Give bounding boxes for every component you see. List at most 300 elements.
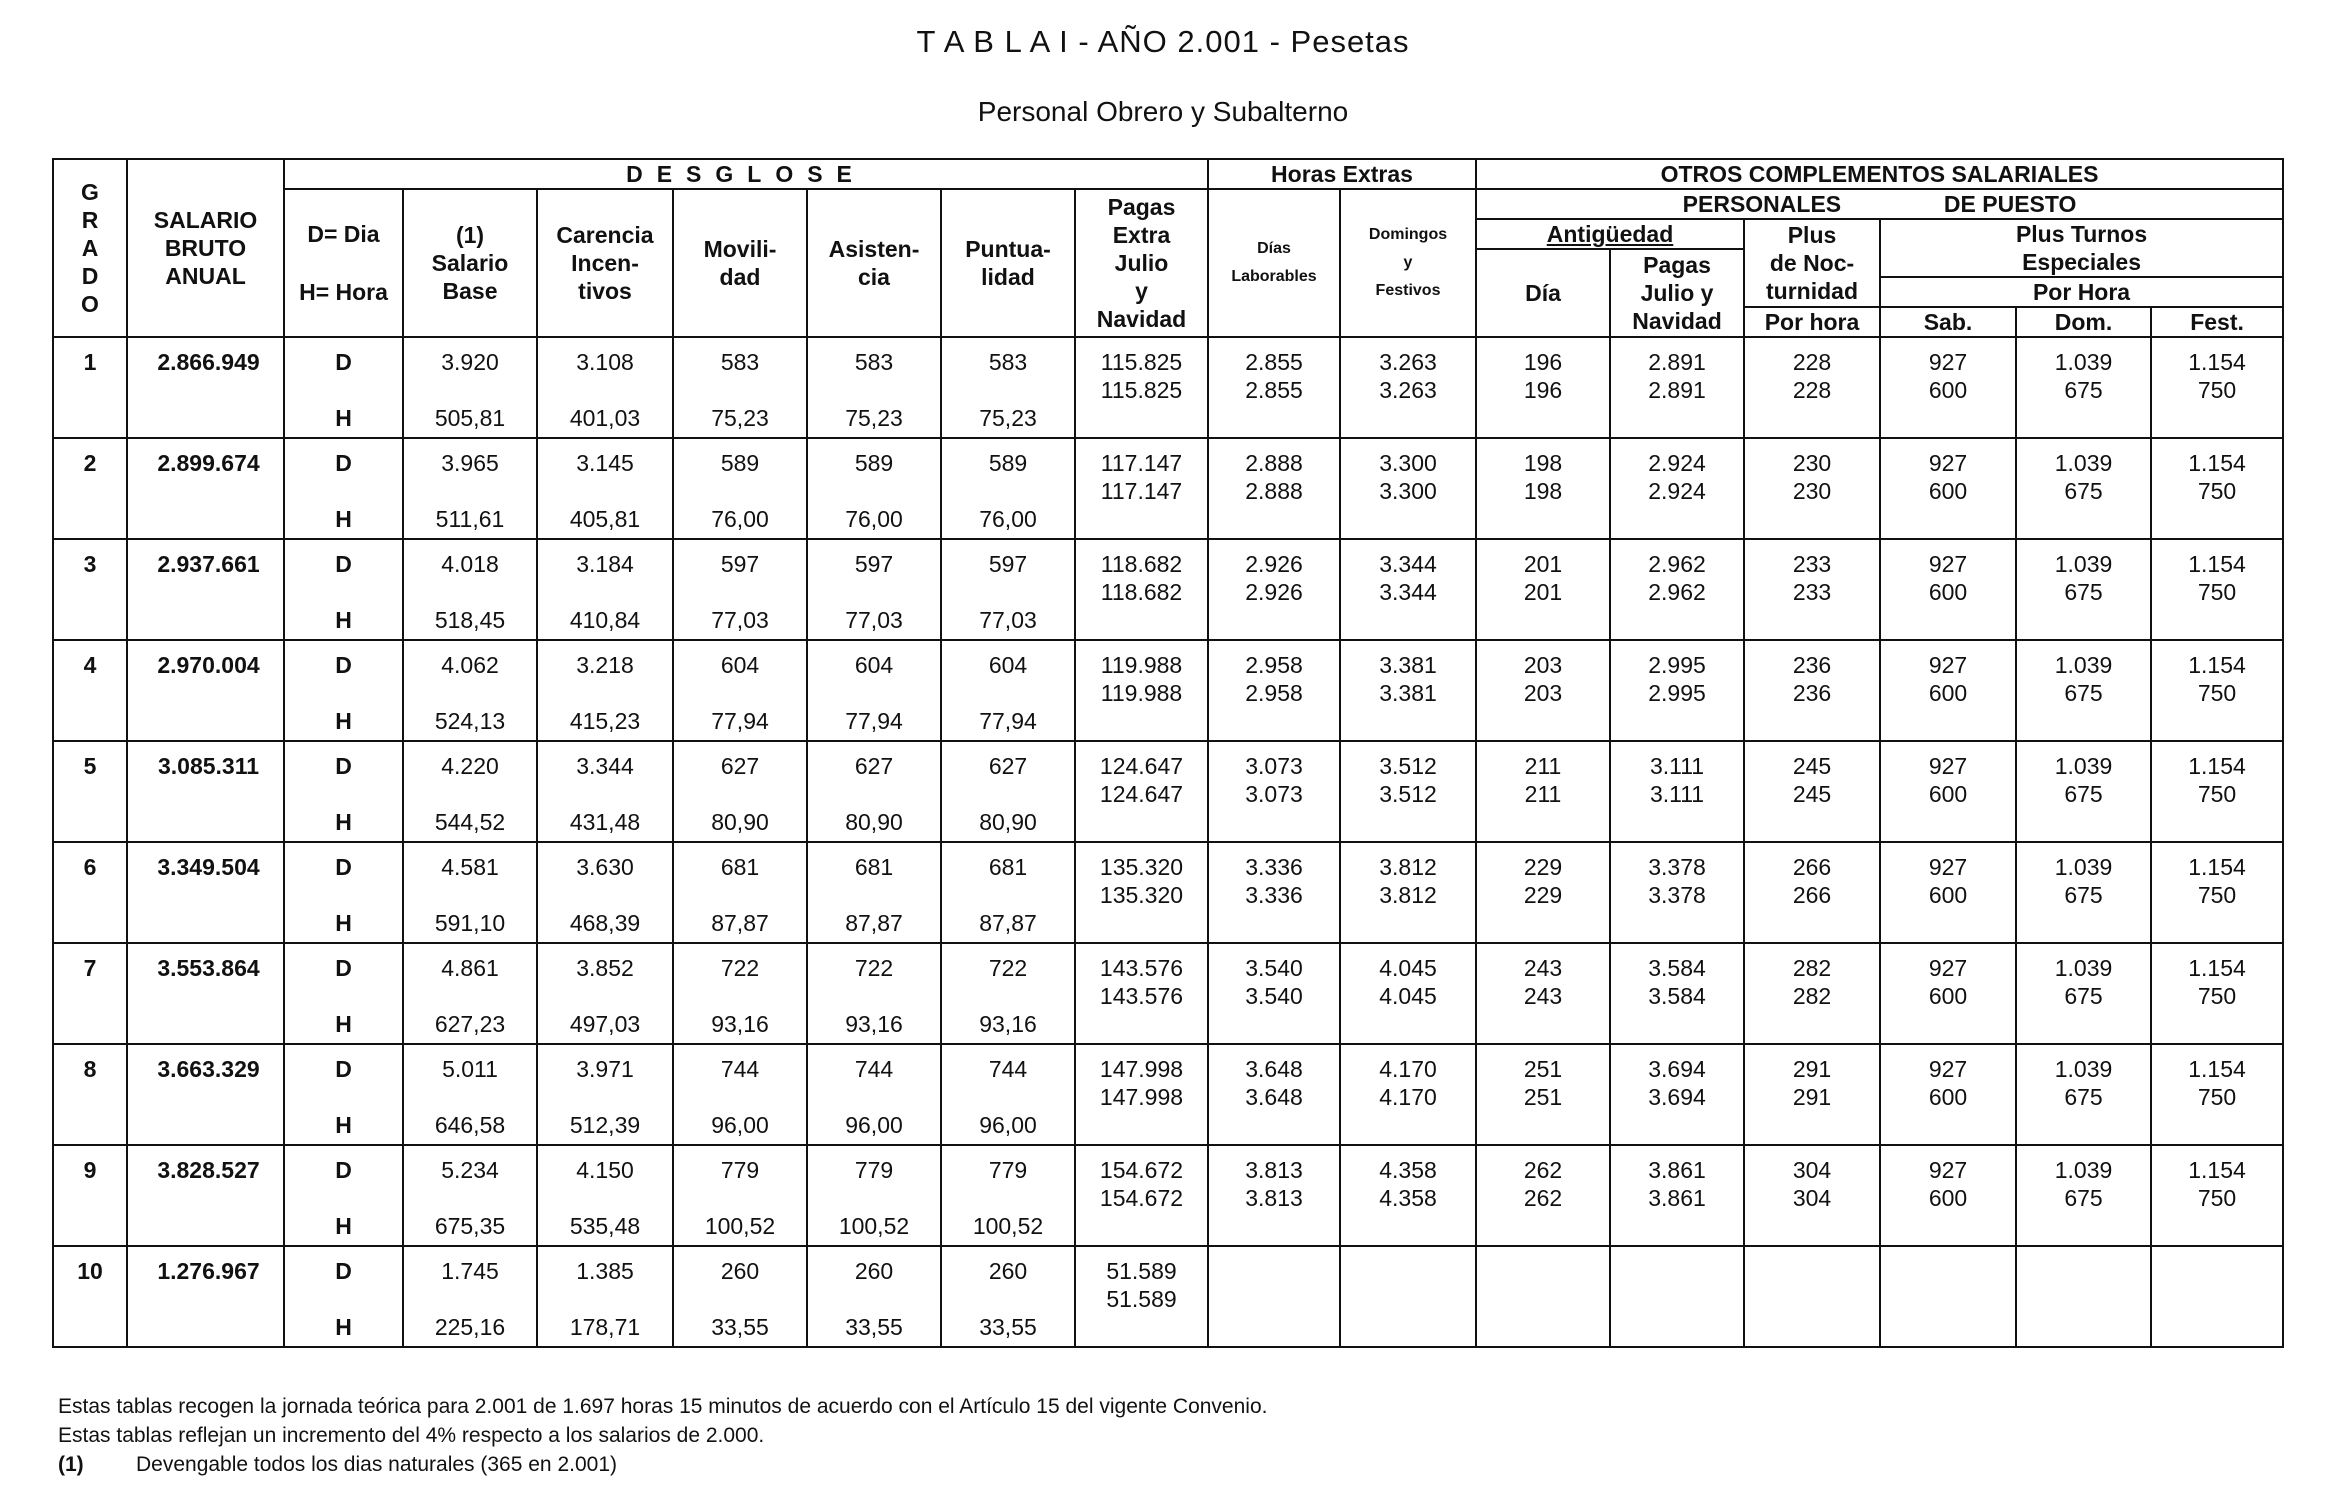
ant-dia-value: 211 (1524, 781, 1562, 807)
asistencia-value: 75,23 (845, 405, 903, 431)
grado-value: 7 (83, 955, 97, 981)
cell-salario-anual (127, 943, 284, 1044)
cell-sab (1880, 842, 2016, 943)
cell-dias-lab (1208, 539, 1340, 640)
pagas-value: 119.988 (1100, 680, 1183, 706)
header-grado (53, 159, 127, 337)
dh-h-label: H (335, 405, 352, 431)
header-puntualidad-line: Puntua- (965, 236, 1051, 262)
cell-pagas (1075, 1044, 1208, 1145)
base-value: 4.220 (441, 753, 499, 779)
noct-value: 245 (1792, 781, 1832, 807)
base-value: 4.062 (441, 652, 499, 678)
puntualidad-value: 93,16 (979, 1011, 1037, 1037)
cell-dias-lab (1208, 1044, 1340, 1145)
asistencia-value: 744 (854, 1056, 894, 1082)
movilidad-value: 589 (720, 450, 760, 476)
carencia-value: 4.150 (576, 1157, 634, 1183)
puntualidad-value: 779 (988, 1157, 1028, 1183)
cell-carencia (537, 1145, 673, 1246)
cell-ant-dia (1476, 337, 1610, 438)
asistencia-value: 589 (854, 450, 894, 476)
dh-h-label: H (335, 708, 352, 734)
dias-lab-value: 2.958 (1245, 680, 1303, 706)
dh-d-label: D (335, 1056, 352, 1082)
sab-value: 600 (1928, 781, 1968, 807)
cell-grado (53, 842, 127, 943)
dias-lab-value: 3.336 (1245, 882, 1303, 908)
table-row (53, 1145, 2283, 1246)
fest-value: 750 (2197, 781, 2237, 807)
sab-value: 927 (1928, 854, 1968, 880)
dom-value: 1.039 (2054, 854, 2113, 880)
cell-sab (1880, 438, 2016, 539)
carencia-value: 1.385 (576, 1258, 634, 1284)
dias-lab-value: 2.958 (1245, 652, 1303, 678)
table-row (53, 741, 2283, 842)
sab-value: 927 (1928, 551, 1968, 577)
cell-ant-pagas (1610, 1145, 1744, 1246)
domingos-value: 4.170 (1379, 1084, 1437, 1110)
cell-pagas (1075, 1145, 1208, 1246)
noct-value: 245 (1792, 753, 1832, 779)
header-pagas-extra-line: Extra (1112, 222, 1171, 248)
base-value: 646,58 (434, 1112, 506, 1138)
dom-value: 675 (2064, 983, 2103, 1009)
cell-domingos (1340, 1246, 1476, 1347)
ant-pagas-value: 3.378 (1648, 854, 1706, 880)
dom-value: 1.039 (2054, 1157, 2113, 1183)
cell-ant-dia (1476, 943, 1610, 1044)
puntualidad-value: 681 (988, 854, 1028, 880)
base-value: 544,52 (434, 809, 506, 835)
ant-dia-value: 201 (1523, 551, 1563, 577)
asistencia-value: 583 (854, 349, 894, 375)
movilidad-value: 75,23 (711, 405, 769, 431)
salario-anual-value: 2.899.674 (157, 450, 260, 476)
header-horas-extras: Horas Extras (1208, 159, 1476, 189)
puntualidad-value: 583 (988, 349, 1028, 375)
dom-value: 675 (2064, 377, 2103, 403)
ant-dia-value: 243 (1523, 955, 1563, 981)
puntualidad-value: 604 (988, 652, 1028, 678)
puntualidad-value: 722 (988, 955, 1028, 981)
dias-lab-value: 2.888 (1245, 450, 1303, 476)
dias-lab-value: 3.648 (1245, 1056, 1303, 1082)
pagas-value: 118.682 (1100, 551, 1183, 577)
fest-value: 750 (2197, 377, 2237, 403)
base-value: 225,16 (434, 1314, 506, 1340)
header-grado-letter-line: G (81, 179, 99, 205)
table-row (53, 337, 2283, 438)
salario-anual-value: 3.349.504 (157, 854, 260, 880)
cell-puntualidad (941, 640, 1075, 741)
salario-anual-value: 2.866.949 (157, 349, 260, 375)
dh-d-label: D (335, 854, 352, 880)
noct-value: 266 (1792, 854, 1832, 880)
dom-value: 675 (2064, 1185, 2103, 1211)
noct-value: 233 (1792, 551, 1832, 577)
dom-value: 1.039 (2054, 1056, 2113, 1082)
header-noct-por-hora: Por hora (1744, 307, 1880, 337)
cell-sab (1880, 640, 2016, 741)
fest-value: 750 (2197, 983, 2237, 1009)
cell-carencia (537, 640, 673, 741)
table-row (53, 1044, 2283, 1145)
asistencia-value: 33,55 (845, 1314, 903, 1340)
cell-base (403, 1246, 537, 1347)
grado-value: 2 (83, 450, 97, 476)
cell-asistencia (807, 943, 941, 1044)
cell-dh (284, 539, 403, 640)
header-pagas-extra-line: y (1135, 278, 1148, 304)
base-value: 1.745 (441, 1258, 499, 1284)
header-fest: Fest. (2151, 307, 2283, 337)
fest-value: 1.154 (2188, 652, 2246, 678)
header-antiguedad-pagas (1610, 249, 1744, 337)
cell-grado (53, 1145, 127, 1246)
fest-value: 1.154 (2188, 450, 2246, 476)
header-pagas-extra-line: Julio (1114, 250, 1169, 276)
header-plus-nocturnidad-line: turnidad (1766, 278, 1859, 304)
puntualidad-value: 744 (988, 1056, 1028, 1082)
grado-value: 10 (77, 1258, 103, 1284)
noct-value: 282 (1792, 955, 1832, 981)
movilidad-value: 583 (720, 349, 760, 375)
sab-value: 600 (1928, 680, 1968, 706)
header-movilidad-line: Movili- (703, 236, 777, 262)
cell-sab (1880, 337, 2016, 438)
dias-lab-value: 2.926 (1245, 551, 1303, 577)
table-row (53, 1246, 2283, 1347)
cell-domingos (1340, 438, 1476, 539)
puntualidad-value: 76,00 (979, 506, 1037, 532)
cell-salario-anual (127, 1044, 284, 1145)
cell-dom (2016, 337, 2151, 438)
carencia-value: 415,23 (569, 708, 641, 734)
cell-fest (2151, 337, 2283, 438)
cell-dh (284, 438, 403, 539)
cell-asistencia (807, 1145, 941, 1246)
header-dh (284, 189, 403, 337)
cell-sab (1880, 943, 2016, 1044)
dom-value: 1.039 (2054, 955, 2113, 981)
asistencia-value: 722 (854, 955, 894, 981)
ant-pagas-value: 3.694 (1648, 1056, 1706, 1082)
cell-asistencia (807, 539, 941, 640)
cell-fest (2151, 1246, 2283, 1347)
cell-dom (2016, 1246, 2151, 1347)
pagas-value: 154.672 (1099, 1157, 1184, 1183)
puntualidad-value: 87,87 (979, 910, 1037, 936)
dom-value: 1.039 (2054, 349, 2113, 375)
domingos-value: 3.381 (1379, 680, 1437, 706)
cell-dh (284, 640, 403, 741)
cell-asistencia (807, 842, 941, 943)
header-carencia (537, 189, 673, 337)
cell-domingos (1340, 1145, 1476, 1246)
grado-value: 1 (83, 349, 97, 375)
domingos-value: 4.170 (1379, 1056, 1437, 1082)
cell-dom (2016, 741, 2151, 842)
movilidad-value: 722 (720, 955, 760, 981)
asistencia-value: 87,87 (845, 910, 903, 936)
sab-value: 927 (1928, 450, 1968, 476)
header-personales-puesto (1476, 189, 2283, 219)
header-carencia-line: Incen- (571, 250, 639, 276)
cell-dias-lab (1208, 337, 1340, 438)
dh-h-label: H (335, 910, 352, 936)
dias-lab-value: 3.813 (1245, 1157, 1303, 1183)
header-dh-line: H= Hora (299, 279, 388, 305)
carencia-value: 431,48 (569, 809, 641, 835)
table-row (53, 842, 2283, 943)
header-movilidad (673, 189, 807, 337)
asistencia-value: 76,00 (845, 506, 903, 532)
cell-dias-lab (1208, 741, 1340, 842)
movilidad-value: 779 (720, 1157, 760, 1183)
pagas-value: 154.672 (1099, 1185, 1184, 1211)
dh-h-label: H (335, 1213, 352, 1239)
footnote-note-text: Devengable todos los dias naturales (365 en 2.001) (136, 1453, 617, 1476)
cell-fest (2151, 943, 2283, 1044)
cell-puntualidad (941, 842, 1075, 943)
header-puntualidad-line: lidad (981, 264, 1035, 290)
base-value: 675,35 (434, 1213, 506, 1239)
dom-value: 675 (2064, 1084, 2103, 1110)
cell-ant-dia (1476, 741, 1610, 842)
domingos-value: 4.358 (1379, 1157, 1437, 1183)
cell-grado (53, 539, 127, 640)
cell-ant-dia (1476, 640, 1610, 741)
cell-dh (284, 1145, 403, 1246)
header-grado-letter-line: O (81, 291, 99, 317)
header-grado-letter-line: D (81, 263, 99, 289)
dh-h-label: H (335, 1112, 352, 1138)
cell-grado (53, 337, 127, 438)
sab-value: 600 (1928, 1185, 1968, 1211)
header-pagas-extra-line: Navidad (1096, 306, 1187, 332)
header-movilidad-line: dad (719, 264, 761, 290)
noct-value: 282 (1792, 983, 1832, 1009)
asistencia-value: 681 (854, 854, 894, 880)
cell-noct (1744, 539, 1880, 640)
cell-sab (1880, 1246, 2016, 1347)
noct-value: 230 (1792, 478, 1832, 504)
cell-ant-pagas (1610, 943, 1744, 1044)
cell-dom (2016, 943, 2151, 1044)
table-header (53, 159, 2283, 337)
cell-grado (53, 640, 127, 741)
pagas-value: 115.825 (1100, 349, 1183, 375)
puntualidad-value: 33,55 (979, 1314, 1037, 1340)
salario-anual-value: 2.970.004 (157, 652, 260, 678)
fest-value: 750 (2197, 1084, 2237, 1110)
base-value: 4.018 (441, 551, 499, 577)
base-value: 3.965 (441, 450, 499, 476)
cell-domingos (1340, 640, 1476, 741)
cell-movilidad (673, 539, 807, 640)
header-dh-line: D= Dia (307, 221, 380, 247)
header-desglose: DESGLOSE (284, 159, 1208, 189)
header-carencia-line: Carencia (556, 222, 654, 248)
cell-dom (2016, 640, 2151, 741)
asistencia-value: 93,16 (845, 1011, 903, 1037)
cell-noct (1744, 943, 1880, 1044)
fest-value: 1.154 (2188, 1056, 2246, 1082)
pagas-value: 119.988 (1100, 652, 1183, 678)
sab-value: 927 (1928, 1157, 1968, 1183)
dh-h-label: H (335, 607, 352, 633)
dh-d-label: D (335, 1258, 352, 1284)
cell-noct (1744, 741, 1880, 842)
cell-puntualidad (941, 1044, 1075, 1145)
dom-value: 675 (2064, 579, 2103, 605)
cell-asistencia (807, 741, 941, 842)
cell-dias-lab (1208, 438, 1340, 539)
cell-movilidad (673, 943, 807, 1044)
cell-pagas (1075, 640, 1208, 741)
grado-value: 8 (83, 1056, 97, 1082)
base-value: 3.920 (441, 349, 499, 375)
cell-pagas (1075, 842, 1208, 943)
pagas-value: 143.576 (1099, 955, 1184, 981)
domingos-value: 3.812 (1379, 882, 1437, 908)
cell-base (403, 842, 537, 943)
header-puntualidad (941, 189, 1075, 337)
header-salario-bruto (127, 159, 284, 337)
domingos-value: 4.045 (1379, 955, 1437, 981)
cell-grado (53, 438, 127, 539)
header-plus-turnos-line: Especiales (2022, 249, 2141, 275)
dias-lab-value: 2.888 (1245, 478, 1303, 504)
ant-pagas-value: 3.378 (1648, 882, 1706, 908)
cell-noct (1744, 1044, 1880, 1145)
movilidad-value: 96,00 (711, 1112, 769, 1138)
movilidad-value: 80,90 (711, 809, 769, 835)
noct-value: 304 (1792, 1157, 1832, 1183)
header-pagas-extra-line: Pagas (1107, 194, 1176, 220)
cell-dom (2016, 1145, 2151, 1246)
table-body (53, 337, 2283, 1347)
header-plus-turnos-line: Plus Turnos (2015, 221, 2148, 247)
cell-domingos (1340, 539, 1476, 640)
header-carencia-line: tivos (578, 278, 632, 304)
base-value: 5.234 (441, 1157, 499, 1183)
cell-ant-pagas (1610, 640, 1744, 741)
cell-base (403, 337, 537, 438)
cell-noct (1744, 337, 1880, 438)
cell-movilidad (673, 640, 807, 741)
header-antiguedad-pagas-line: Navidad (1632, 308, 1722, 334)
header-dias-laborables-line: Días (1257, 240, 1291, 257)
header-antiguedad-pagas-line: Pagas (1643, 252, 1711, 278)
ant-dia-value: 243 (1523, 983, 1563, 1009)
header-plus-nocturnidad-line: Plus (1787, 222, 1837, 248)
noct-value: 291 (1792, 1056, 1832, 1082)
carencia-value: 3.108 (576, 349, 634, 375)
cell-puntualidad (941, 438, 1075, 539)
cell-movilidad (673, 438, 807, 539)
dh-d-label: D (335, 1157, 352, 1183)
ant-pagas-value: 2.995 (1648, 680, 1706, 706)
fest-value: 750 (2197, 478, 2237, 504)
header-pagas-extra (1075, 189, 1208, 337)
cell-carencia (537, 842, 673, 943)
fest-value: 750 (2197, 680, 2237, 706)
header-antiguedad: Antigüedad (1476, 219, 1744, 249)
cell-noct (1744, 1246, 1880, 1347)
ant-dia-value: 229 (1523, 854, 1563, 880)
cell-grado (53, 943, 127, 1044)
ant-dia-value: 211 (1524, 753, 1562, 779)
header-domingos-line: Domingos (1368, 226, 1448, 243)
pagas-value: 135.320 (1099, 882, 1184, 908)
cell-noct (1744, 842, 1880, 943)
cell-fest (2151, 438, 2283, 539)
grado-value: 5 (83, 753, 97, 779)
ant-dia-value: 198 (1523, 450, 1563, 476)
cell-dh (284, 741, 403, 842)
cell-domingos (1340, 741, 1476, 842)
noct-value: 304 (1792, 1185, 1832, 1211)
dias-lab-value: 2.926 (1245, 579, 1303, 605)
movilidad-value: 604 (720, 652, 760, 678)
cell-ant-pagas (1610, 741, 1744, 842)
ant-pagas-value: 3.111 (1649, 753, 1705, 779)
header-grado-letter-line: A (81, 235, 99, 261)
cell-fest (2151, 539, 2283, 640)
cell-carencia (537, 539, 673, 640)
cell-fest (2151, 640, 2283, 741)
ant-dia-value: 196 (1523, 377, 1563, 403)
cell-pagas (1075, 943, 1208, 1044)
cell-ant-dia (1476, 1145, 1610, 1246)
movilidad-value: 87,87 (711, 910, 769, 936)
pagas-value: 124.647 (1099, 753, 1184, 779)
cell-base (403, 943, 537, 1044)
carencia-value: 535,48 (569, 1213, 641, 1239)
salario-anual-value: 2.937.661 (157, 551, 260, 577)
table-row (53, 640, 2283, 741)
header-dom: Dom. (2016, 307, 2151, 337)
cell-movilidad (673, 1044, 807, 1145)
cell-fest (2151, 1044, 2283, 1145)
header-plus-nocturnidad (1744, 219, 1880, 307)
sab-value: 927 (1928, 652, 1968, 678)
cell-ant-pagas (1610, 1246, 1744, 1347)
cell-carencia (537, 337, 673, 438)
movilidad-value: 744 (720, 1056, 760, 1082)
header-antiguedad-pagas-line: Julio y (1640, 280, 1714, 306)
carencia-value: 3.630 (576, 854, 634, 880)
dh-d-label: D (335, 753, 352, 779)
puntualidad-value: 75,23 (979, 405, 1037, 431)
header-dias-laborables-line: Laborables (1231, 268, 1317, 285)
cell-ant-dia (1476, 1246, 1610, 1347)
base-value: 627,23 (434, 1011, 506, 1037)
cell-base (403, 640, 537, 741)
dom-value: 1.039 (2054, 551, 2113, 577)
pagas-value: 51.589 (1106, 1258, 1177, 1284)
cell-base (403, 539, 537, 640)
noct-value: 236 (1792, 652, 1832, 678)
ant-pagas-value: 2.924 (1648, 450, 1706, 476)
sab-value: 927 (1928, 349, 1968, 375)
movilidad-value: 77,03 (711, 607, 769, 633)
fest-value: 1.154 (2188, 1157, 2246, 1183)
cell-dias-lab (1208, 1145, 1340, 1246)
